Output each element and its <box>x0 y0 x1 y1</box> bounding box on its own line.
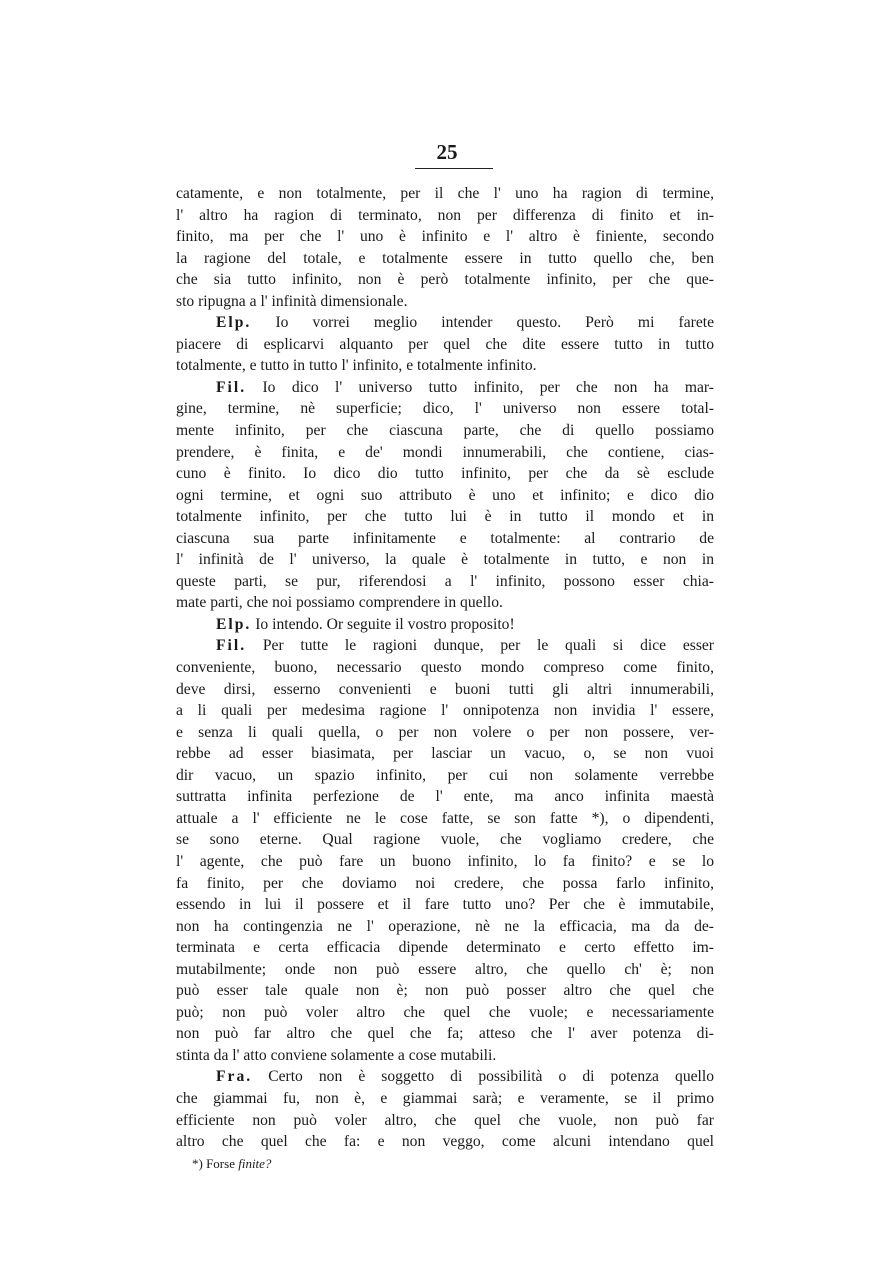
text-line <box>176 1023 714 1045</box>
text-line <box>176 700 714 722</box>
line-text: ogni termine, et ogni suo attributo è uno et infinito; e dico dio <box>176 486 714 504</box>
speaker-label: Fra. <box>216 1068 253 1086</box>
speaker-label: Fil. <box>216 637 247 655</box>
line-text: l' infinità de l' universo, la quale è totalmente in tutto, e non in <box>176 551 714 569</box>
text-line <box>176 851 714 873</box>
text-line <box>176 485 714 507</box>
speaker-label: Fil. <box>216 378 247 396</box>
line-text: suttratta infinita perfezione de l' ente, ma anco infinita maestà <box>176 788 714 806</box>
text-line <box>176 571 714 593</box>
text-line <box>176 334 714 356</box>
text-line <box>176 1066 714 1088</box>
speaker-label: Elp. <box>216 615 252 633</box>
line-text: non ha contingenzia ne l' operazione, nè ne la efficacia, ma da de- <box>176 917 714 935</box>
line-text: efficiente non può voler altro, che quel che vuole, non può far <box>176 1111 714 1129</box>
text-line <box>176 937 714 959</box>
line-text: l' agente, che può fare un buono infinito, lo fa finito? e se lo <box>176 852 714 870</box>
text-line <box>176 873 714 895</box>
text-line <box>176 1045 714 1067</box>
line-text: totalmente infinito, per che tutto lui è in tutto il mondo et in <box>176 508 714 526</box>
line-text: fa finito, per che doviamo noi credere, che possa farlo infinito, <box>176 874 714 892</box>
text-line <box>176 442 714 464</box>
text-line <box>176 1088 714 1110</box>
text-line <box>176 894 714 916</box>
line-text: gine, termine, nè superficie; dico, l' universo non essere total- <box>176 400 714 418</box>
line-text: essendo in lui il possere et il fare tutto uno? Per che è immutabile, <box>176 896 714 914</box>
text-line <box>176 398 714 420</box>
text-line <box>176 183 714 205</box>
line-text: mente infinito, per che ciascuna parte, che di quello possiamo <box>176 422 714 440</box>
text-line <box>176 463 714 485</box>
text-line <box>176 291 714 313</box>
text-line <box>176 679 714 701</box>
line-text: Io dico l' universo tutto infinito, per che non ha mar- <box>262 378 714 396</box>
footnote-marker: *) Forse <box>192 1156 235 1171</box>
text-line <box>176 312 714 334</box>
text-line <box>176 226 714 248</box>
text-line <box>176 1002 714 1024</box>
line-text: terminata e certa efficacia dipende determinato e certo effetto im- <box>176 939 714 957</box>
footnote <box>192 1156 271 1172</box>
line-text: rebbe ad esser biasimata, per lasciar un vacuo, o, se non vuoi <box>176 745 714 763</box>
line-text: sto ripugna a l' infinità dimensionale. <box>176 292 408 310</box>
text-line <box>176 635 714 657</box>
text-line <box>176 1131 714 1153</box>
text-line <box>176 528 714 550</box>
speaker-label: Elp. <box>216 314 252 332</box>
line-text: finito, ma per che l' uno è infinito e l' altro è finiente, secondo <box>176 228 714 246</box>
line-text: e senza li quali quella, o per non volere o per non possere, ver- <box>176 723 714 741</box>
line-text: che sia tutto infinito, non è però totalmente infinito, per che que- <box>176 271 714 289</box>
text-line <box>176 765 714 787</box>
line-text: prendere, è finita, e de' mondi innumerabili, che contiene, cias- <box>176 443 714 461</box>
line-text: conveniente, buono, necessario questo mondo compreso come finito, <box>176 659 714 677</box>
text-line <box>176 205 714 227</box>
text-line <box>176 355 714 377</box>
line-text: la ragione del totale, e totalmente essere in tutto quello che, ben <box>176 249 714 267</box>
line-text: dir vacuo, un spazio infinito, per cui non solamente verrebbe <box>176 766 714 784</box>
line-text: ciascuna sua parte infinitamente e totalmente: al contrario de <box>176 529 714 547</box>
line-text: piacere di esplicarvi alquanto per quel che dite essere tutto in tutto <box>176 335 714 353</box>
line-text: l' altro ha ragion di terminato, non per differenza di finito et in- <box>176 206 714 224</box>
text-line <box>176 657 714 679</box>
line-text: mate parti, che noi possiamo comprendere in quello. <box>176 594 503 612</box>
text-line <box>176 743 714 765</box>
line-text: Io vorrei meglio intender questo. Però mi farete <box>275 314 714 332</box>
line-text: catamente, e non totalmente, per il che l' uno ha ragion di termine, <box>176 185 714 202</box>
line-text: stinta da l' atto conviene solamente a cose mutabili. <box>176 1046 497 1064</box>
line-text: Per tutte le ragioni dunque, per le quali si dice esser <box>262 637 714 655</box>
body-text <box>176 183 714 1153</box>
text-line <box>176 916 714 938</box>
text-line <box>176 549 714 571</box>
text-line <box>176 592 714 614</box>
line-text: Io intendo. Or seguite il vostro proposito! <box>255 615 515 633</box>
text-line <box>176 614 714 636</box>
line-text: che giammai fu, non è, e giammai sarà; e veramente, se il primo <box>176 1089 714 1107</box>
line-text: Certo non è soggetto di possibilità o di potenza quello <box>268 1068 714 1086</box>
line-text: se sono eterne. Qual ragione vuole, che vogliamo credere, che <box>176 831 714 849</box>
line-text: cuno è finito. Io dico dio tutto infinito, per che da sè esclude <box>176 465 714 483</box>
text-line <box>176 980 714 1002</box>
text-line <box>176 420 714 442</box>
text-line <box>176 722 714 744</box>
line-text: altro che quel che fa: e non veggo, come alcuni intendano quel <box>176 1133 714 1151</box>
line-text: queste parti, se pur, riferendosi a l' infinito, possono esser chia- <box>176 572 714 590</box>
line-text: a li quali per medesima ragione l' onnipotenza non invidia l' essere, <box>176 702 714 720</box>
text-line <box>176 506 714 528</box>
text-line <box>176 269 714 291</box>
line-text: può; non può voler altro che quel che vuole; e necessariamente <box>176 1003 714 1021</box>
line-text: totalmente, e tutto in tutto l' infinito, e totalmente infinito. <box>176 357 537 375</box>
text-line <box>176 377 714 399</box>
text-line <box>176 786 714 808</box>
line-text: mutabilmente; onde non può essere altro, che quello ch' è; non <box>176 960 714 978</box>
line-text: può esser tale quale non è; non può posser altro che quel che <box>176 982 714 1000</box>
footnote-text: finite? <box>238 1156 272 1171</box>
text-line <box>176 248 714 270</box>
header-rule <box>415 168 493 169</box>
text-line <box>176 959 714 981</box>
text-line <box>176 829 714 851</box>
line-text: deve dirsi, esserno convenienti e buoni tutti gli altri innumerabili, <box>176 680 714 698</box>
line-text: attuale a l' efficiente ne le cose fatte, se son fatte *), o dipendenti, <box>176 809 714 827</box>
text-line <box>176 808 714 830</box>
page-number: 25 <box>436 140 458 164</box>
line-text: non può far altro che quel che fa; atteso che l' aver potenza di- <box>176 1025 714 1043</box>
text-line <box>176 1110 714 1132</box>
